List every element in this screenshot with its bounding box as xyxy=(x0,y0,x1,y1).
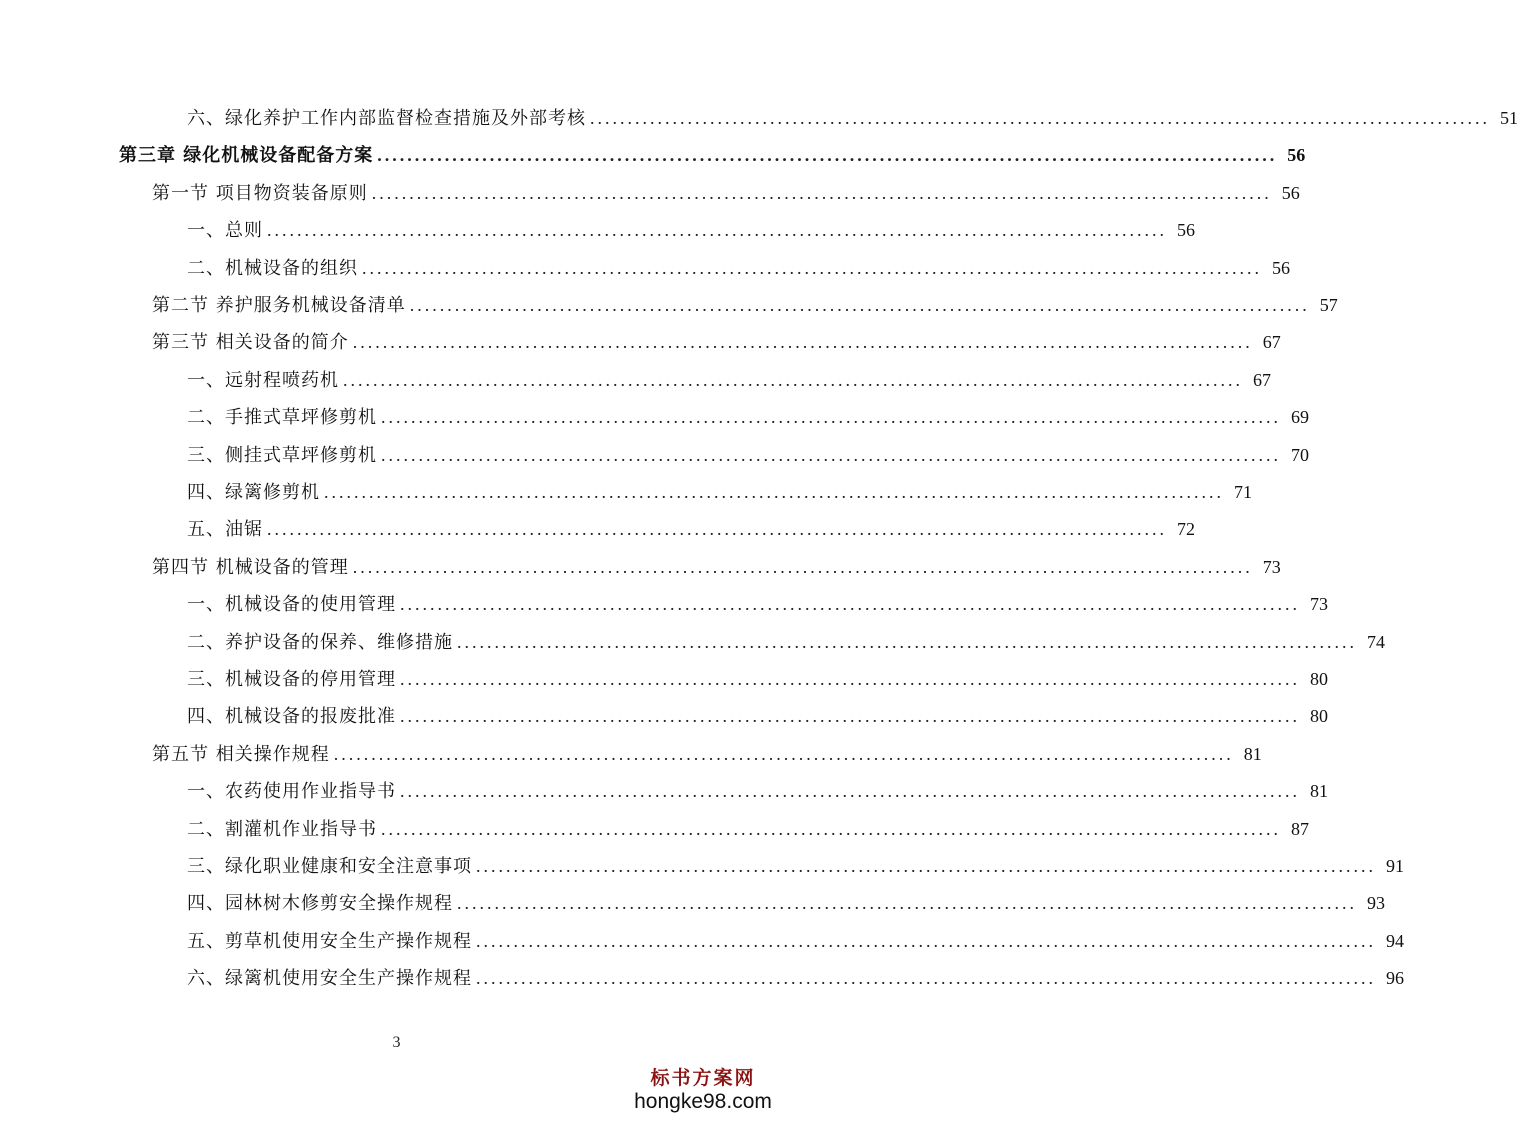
toc-entry-title: 五、剪草机使用安全生产操作规程 xyxy=(187,930,472,952)
toc-entry[interactable] xyxy=(187,885,1385,922)
toc-entry-page: 69 xyxy=(1291,407,1309,428)
toc-dot-leader: ........................................................................................................................ xyxy=(324,482,1224,502)
watermark-chinese-text: 标书方案网 xyxy=(650,1067,756,1089)
toc-entry[interactable] xyxy=(187,474,1252,511)
toc-dot-leader: ........................................................................................................................ xyxy=(352,556,1253,577)
toc-entry-title: 第五节 相关操作规程 xyxy=(152,743,330,765)
toc-entry[interactable] xyxy=(152,287,1338,324)
watermark-logo xyxy=(623,1066,783,1114)
toc-entry[interactable] xyxy=(187,661,1328,698)
toc-entry-page: 56 xyxy=(1177,220,1195,241)
toc-dot-leader: ........................................................................................................................ xyxy=(381,407,1281,428)
toc-entry-title: 一、总则 xyxy=(187,220,263,242)
toc-entry-page: 56 xyxy=(1287,145,1306,166)
toc-dot-leader: ........................................................................................................................ xyxy=(381,818,1281,839)
toc-entry-title: 三、侧挂式草坪修剪机 xyxy=(187,444,377,466)
toc-entry-page: 87 xyxy=(1291,818,1309,839)
toc-entry[interactable] xyxy=(187,250,1290,287)
watermark-url-text: hongke98.com xyxy=(634,1090,772,1113)
toc-entry-title: 三、绿化职业健康和安全注意事项 xyxy=(187,856,472,877)
toc-dot-leader: ........................................................................................................................ xyxy=(352,332,1253,353)
toc-entry[interactable] xyxy=(152,549,1281,586)
toc-entry-title: 六、绿篱机使用安全生产操作规程 xyxy=(187,968,472,990)
toc-entry-page: 70 xyxy=(1291,444,1309,465)
toc-entry[interactable] xyxy=(187,848,1404,885)
toc-entry-title: 第三章 绿化机械设备配备方案 xyxy=(119,145,374,167)
toc-entry[interactable] xyxy=(187,923,1404,960)
toc-dot-leader: ........................................................................................................................ xyxy=(476,856,1376,876)
toc-entry-title: 二、手推式草坪修剪机 xyxy=(187,407,377,429)
toc-entry-page: 51 xyxy=(1500,108,1518,128)
toc-entry[interactable] xyxy=(152,175,1300,212)
toc-entry-title: 第一节 项目物资装备原则 xyxy=(152,182,368,204)
toc-entry-title: 三、机械设备的停用管理 xyxy=(187,669,396,690)
toc-dot-leader: ........................................................................................................................ xyxy=(457,631,1357,652)
toc-entry[interactable] xyxy=(187,586,1328,623)
toc-entry[interactable] xyxy=(152,324,1281,361)
toc-entry-page: 80 xyxy=(1310,706,1328,727)
toc-entry[interactable] xyxy=(187,773,1328,810)
toc-dot-leader: ........................................................................................................................ xyxy=(267,519,1167,540)
toc-dot-leader: ........................................................................................................................ xyxy=(400,781,1300,802)
toc-entry[interactable] xyxy=(187,624,1385,661)
toc-entry-title: 一、机械设备的使用管理 xyxy=(187,594,396,616)
toc-entry-page: 80 xyxy=(1310,669,1328,689)
toc-dot-leader: ........................................................................................................................ xyxy=(362,257,1262,278)
toc-entry-page: 81 xyxy=(1310,781,1328,802)
toc-dot-leader: ........................................................................................................................ xyxy=(409,295,1310,315)
toc-entry-page: 96 xyxy=(1386,968,1404,989)
toc-entry-title: 二、养护设备的保养、维修措施 xyxy=(187,631,453,653)
toc-dot-leader: ........................................................................................................................ xyxy=(476,968,1376,989)
toc-entry-title: 六、绿化养护工作内部监督检查措施及外部考核 xyxy=(187,108,586,129)
toc-entry-page: 91 xyxy=(1386,856,1404,876)
toc-entry-title: 第二节 养护服务机械设备清单 xyxy=(152,295,406,316)
toc-entry[interactable] xyxy=(187,100,1518,137)
toc-entry-page: 94 xyxy=(1386,930,1404,951)
toc-dot-leader: ........................................................................................................................ xyxy=(371,182,1272,203)
toc-entry-page: 67 xyxy=(1262,332,1281,353)
toc-entry-title: 一、农药使用作业指导书 xyxy=(187,781,396,803)
toc-entry-title: 二、机械设备的组织 xyxy=(187,257,358,279)
page-number: 3 xyxy=(392,1034,401,1051)
toc-dot-leader: ........................................................................................................................ xyxy=(267,220,1167,241)
toc-entry-title: 四、园林树木修剪安全操作规程 xyxy=(187,893,453,915)
toc-entry-title: 四、机械设备的报废批准 xyxy=(187,706,396,728)
toc-entry-page: 71 xyxy=(1234,482,1252,502)
toc-entry[interactable] xyxy=(187,437,1309,474)
toc-dot-leader: ........................................................................................................................ xyxy=(333,743,1234,764)
toc-entry[interactable] xyxy=(152,736,1262,773)
toc-entry[interactable] xyxy=(187,960,1404,997)
toc-entry-page: 56 xyxy=(1272,257,1290,278)
toc-entry-title: 第四节 机械设备的管理 xyxy=(152,556,349,578)
toc-entry[interactable] xyxy=(119,137,1306,174)
toc-entry-page: 67 xyxy=(1253,369,1271,390)
toc-entry[interactable] xyxy=(187,212,1195,249)
toc-entry-page: 57 xyxy=(1319,295,1338,315)
toc-entry[interactable] xyxy=(187,399,1309,436)
toc-entry-title: 四、绿篱修剪机 xyxy=(187,482,320,503)
toc-entry-page: 74 xyxy=(1367,631,1385,652)
toc-dot-leader: ........................................................................................................................ xyxy=(476,930,1376,951)
toc-entry-page: 93 xyxy=(1367,893,1385,914)
toc-entry-title: 五、油锯 xyxy=(187,519,263,541)
toc-dot-leader: ........................................................................................................................ xyxy=(400,706,1300,727)
toc-dot-leader: ........................................................................................................................ xyxy=(377,145,1278,166)
toc-entry[interactable] xyxy=(187,811,1309,848)
toc-entry[interactable] xyxy=(187,362,1271,399)
toc-dot-leader: ........................................................................................................................ xyxy=(590,108,1490,128)
toc-entry-title: 一、远射程喷药机 xyxy=(187,369,339,391)
toc-entry-page: 56 xyxy=(1281,182,1300,203)
toc-entry-page: 73 xyxy=(1310,594,1328,615)
toc-dot-leader: ........................................................................................................................ xyxy=(343,369,1243,390)
toc-entry-title: 第三节 相关设备的简介 xyxy=(152,332,349,354)
toc-dot-leader: ........................................................................................................................ xyxy=(457,893,1357,914)
toc-dot-leader: ........................................................................................................................ xyxy=(400,594,1300,615)
toc-dot-leader: ........................................................................................................................ xyxy=(400,669,1300,689)
toc-entry[interactable] xyxy=(187,698,1328,735)
toc-dot-leader: ........................................................................................................................ xyxy=(381,444,1281,465)
toc-entry[interactable] xyxy=(187,511,1195,548)
toc-entry-title: 二、割灌机作业指导书 xyxy=(187,818,377,840)
toc-entry-page: 73 xyxy=(1262,556,1281,577)
toc-entry-page: 81 xyxy=(1243,743,1262,764)
toc-entry-page: 72 xyxy=(1177,519,1195,540)
